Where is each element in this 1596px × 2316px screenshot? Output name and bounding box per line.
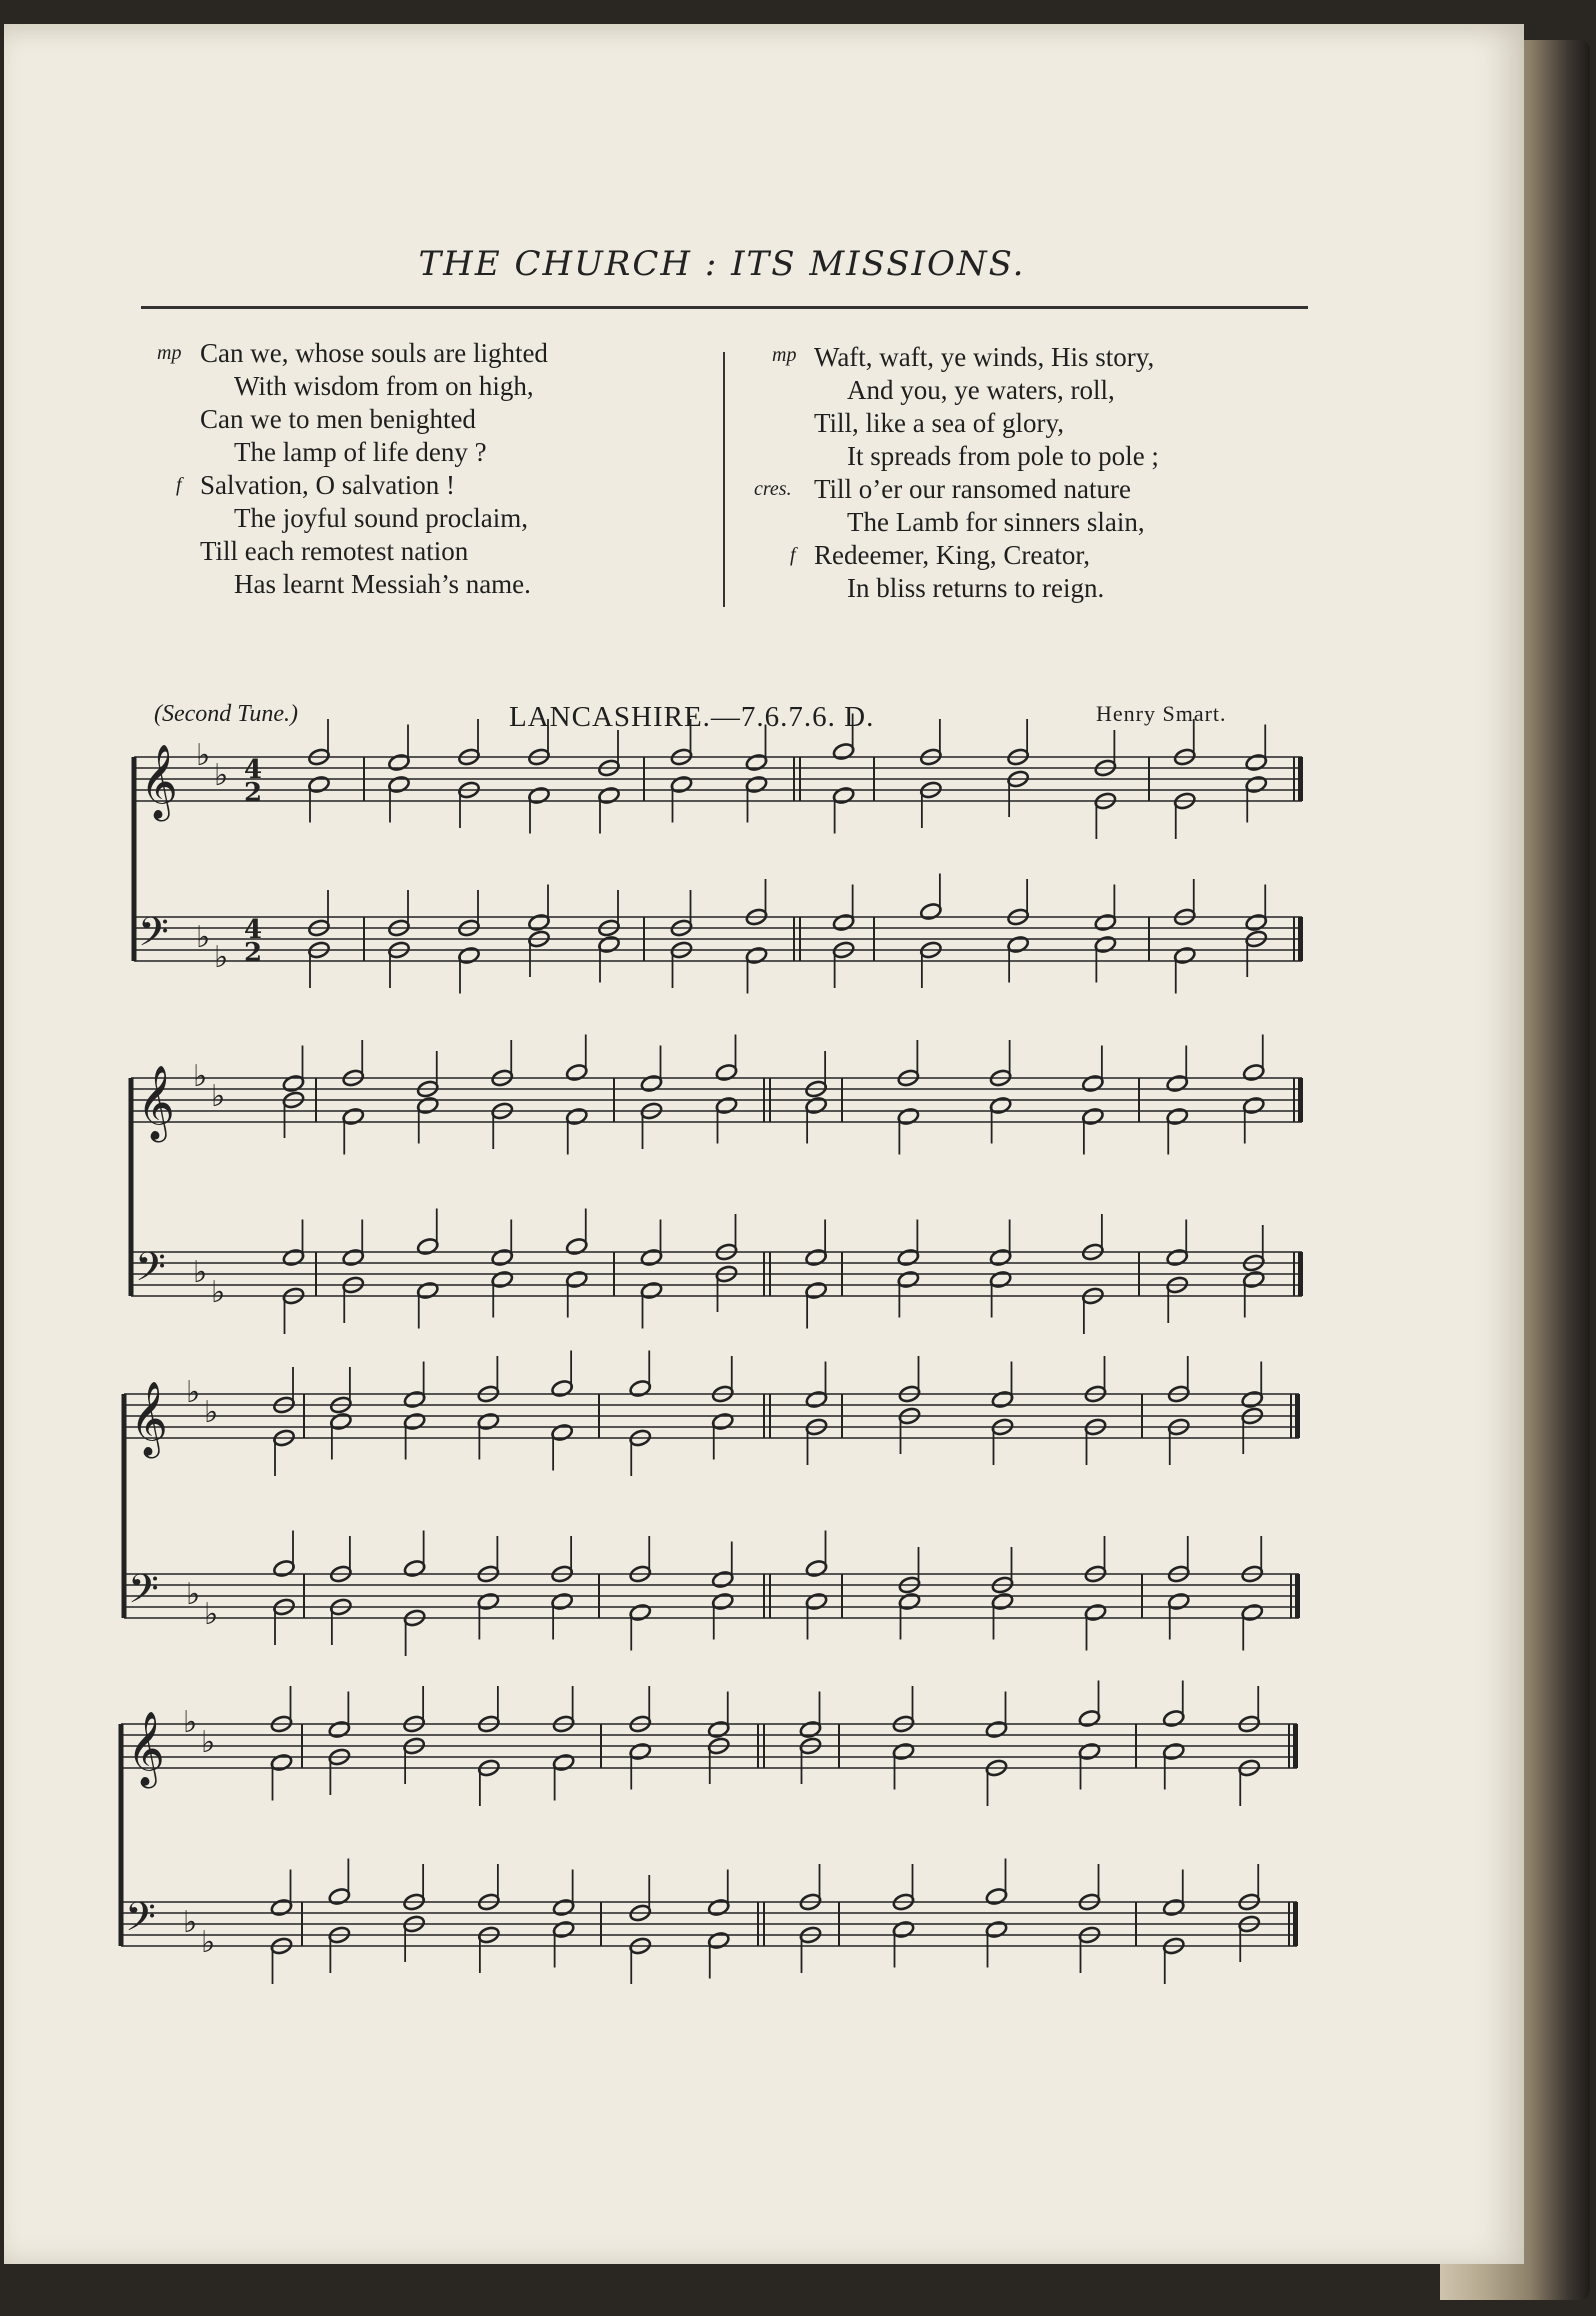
verse-line: Till each remotest nation xyxy=(200,536,469,566)
final-barline-thick xyxy=(1298,1252,1303,1296)
flat-sign: ♭ xyxy=(201,1725,216,1760)
dynamic-marking: mp xyxy=(157,342,182,364)
flat-sign: ♭ xyxy=(193,1059,208,1094)
flat-sign: ♭ xyxy=(204,1597,219,1632)
verse-line: Waft, waft, ye winds, His story, xyxy=(814,342,1155,372)
verse-line: It spreads from pole to pole ; xyxy=(847,441,1159,471)
final-barline-thick xyxy=(1293,1902,1298,1946)
final-barline-thick xyxy=(1295,1574,1300,1618)
flat-sign: ♭ xyxy=(204,1395,219,1430)
verse-line: The lamp of life deny ? xyxy=(234,437,487,467)
flat-sign: ♭ xyxy=(201,1925,216,1960)
bass-clef: 𝄢 xyxy=(128,1566,159,1622)
verse-line: Redeemer, King, Creator, xyxy=(814,540,1090,570)
verse-line: Can we, whose souls are lighted xyxy=(200,338,548,368)
flat-sign: ♭ xyxy=(214,940,229,975)
verse-line: Salvation, O salvation ! xyxy=(200,470,455,500)
page-header: THE CHURCH : ITS MISSIONS. xyxy=(418,244,1026,284)
final-barline-thick xyxy=(1293,1724,1298,1768)
verse-line: The Lamb for sinners slain, xyxy=(847,507,1145,537)
tune-title: LANCASHIRE.—7.6.7.6. D. xyxy=(509,701,875,733)
verse-line: Till o’er our ransomed nature xyxy=(814,474,1131,504)
flat-sign: ♭ xyxy=(183,1905,198,1940)
time-signature-top: 4 xyxy=(244,915,263,945)
dynamic-marking: f xyxy=(790,544,796,566)
bass-clef: 𝄢 xyxy=(125,1894,156,1950)
flat-sign: ♭ xyxy=(186,1375,201,1410)
flat-sign: ♭ xyxy=(196,738,211,773)
flat-sign: ♭ xyxy=(214,758,229,793)
bass-clef: 𝄢 xyxy=(138,909,169,965)
treble-clef: 𝄞 xyxy=(130,1382,168,1456)
music-score xyxy=(4,24,1524,2264)
treble-clef: 𝄞 xyxy=(140,745,178,819)
verse-line: Has learnt Messiah’s name. xyxy=(234,569,531,599)
flat-sign: ♭ xyxy=(183,1705,198,1740)
verse-line: In bliss returns to reign. xyxy=(847,573,1105,603)
flat-sign: ♭ xyxy=(211,1275,226,1310)
tune-composer: Henry Smart. xyxy=(1096,701,1227,726)
tune-label: (Second Tune.) xyxy=(154,701,298,727)
treble-clef: 𝄞 xyxy=(137,1066,175,1140)
time-signature-bottom: 2 xyxy=(244,938,263,968)
dynamic-marking: f xyxy=(176,474,182,496)
dynamic-marking: cres. xyxy=(754,478,792,500)
flat-sign: ♭ xyxy=(196,920,211,955)
final-barline-thick xyxy=(1298,757,1303,801)
verse-line: Till, like a sea of glory, xyxy=(814,408,1064,438)
verse-line: With wisdom from on high, xyxy=(234,371,534,401)
dynamic-marking: mp xyxy=(772,344,797,366)
verse-line: And you, ye waters, roll, xyxy=(847,375,1115,405)
time-signature-top: 4 xyxy=(244,755,263,785)
verse-line: The joyful sound proclaim, xyxy=(234,503,528,533)
bass-clef: 𝄢 xyxy=(135,1244,166,1300)
flat-sign: ♭ xyxy=(193,1255,208,1290)
treble-clef: 𝄞 xyxy=(127,1712,165,1786)
flat-sign: ♭ xyxy=(186,1577,201,1612)
time-signature-bottom: 2 xyxy=(244,778,263,808)
book-page xyxy=(4,24,1524,2264)
final-barline-thick xyxy=(1295,1394,1300,1438)
verse-line: Can we to men benighted xyxy=(200,404,476,434)
flat-sign: ♭ xyxy=(211,1079,226,1114)
final-barline-thick xyxy=(1298,1078,1303,1122)
final-barline-thick xyxy=(1298,917,1303,961)
